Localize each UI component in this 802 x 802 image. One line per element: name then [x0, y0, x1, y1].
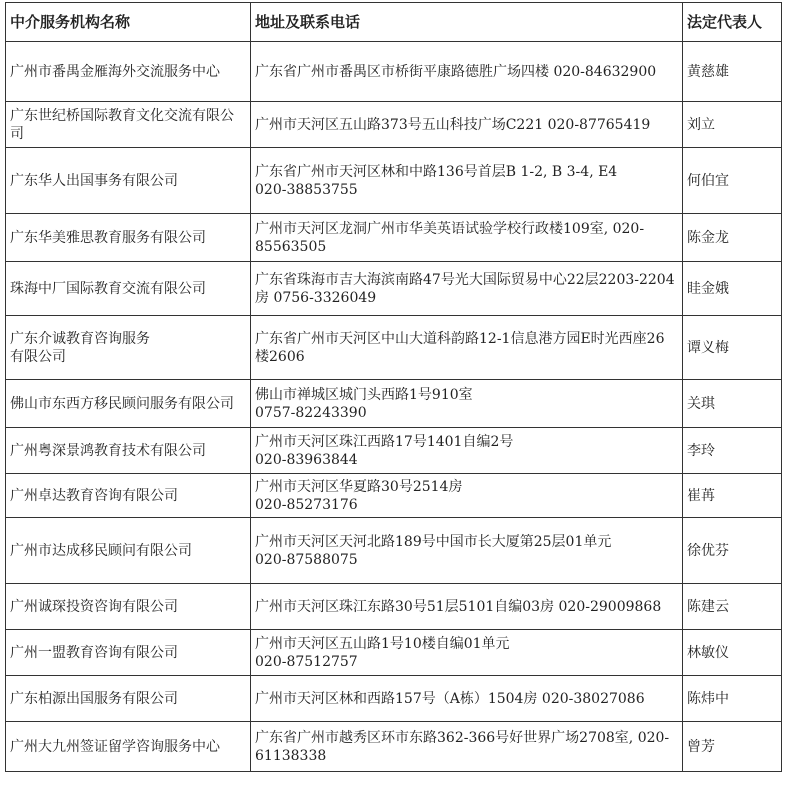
table-row — [6, 428, 782, 474]
address-cell: 广州市天河区珠江东路30号51层5101自编03房 020-29009868 — [251, 584, 683, 630]
table-row — [6, 102, 782, 148]
table-row — [6, 148, 782, 214]
org-name-cell: 广东柏源出国服务有限公司 — [6, 676, 251, 722]
table-row — [6, 316, 782, 380]
org-name-cell: 广州诚琛投资咨询有限公司 — [6, 584, 251, 630]
header-rep: 法定代表人 — [683, 3, 782, 42]
org-name-cell: 广州大九州签证留学咨询服务中心 — [6, 722, 251, 772]
org-name-cell: 广东华美雅思教育服务有限公司 — [6, 214, 251, 262]
rep-cell: 崔苒 — [683, 474, 782, 518]
table-row — [6, 518, 782, 584]
address-cell: 佛山市禅城区城门头西路1号910室 0757-82243390 — [251, 380, 683, 428]
rep-cell: 刘立 — [683, 102, 782, 148]
table-row — [6, 380, 782, 428]
address-cell: 广东省广州市番禺区市桥街平康路德胜广场四楼 020-84632900 — [251, 42, 683, 102]
rep-cell: 谭义梅 — [683, 316, 782, 380]
org-name-cell: 广州一盟教育咨询有限公司 — [6, 630, 251, 676]
rep-cell: 黄慈雄 — [683, 42, 782, 102]
rep-cell: 曾芳 — [683, 722, 782, 772]
table-row — [6, 42, 782, 102]
address-cell: 广东省广州市天河区中山大道科韵路12-1信息港方园E时光西座26楼2606 — [251, 316, 683, 380]
rep-cell: 陈金龙 — [683, 214, 782, 262]
address-cell: 广州市天河区林和西路157号（A栋）1504房 020-38027086 — [251, 676, 683, 722]
table-row — [6, 214, 782, 262]
agency-table — [5, 2, 782, 772]
table-row — [6, 474, 782, 518]
header-name: 中介服务机构名称 — [6, 3, 251, 42]
address-cell: 广州市天河区天河北路189号中国市长大厦第25层01单元 020-87588075 — [251, 518, 683, 584]
header-address: 地址及联系电话 — [251, 3, 683, 42]
rep-cell: 林敏仪 — [683, 630, 782, 676]
header-row — [6, 3, 782, 42]
org-name-cell: 广州卓达教育咨询有限公司 — [6, 474, 251, 518]
table-row — [6, 722, 782, 772]
org-name-cell: 广东介诚教育咨询服务 有限公司 — [6, 316, 251, 380]
table-row — [6, 262, 782, 316]
address-cell: 广州市天河区五山路373号五山科技广场C221 020-87765419 — [251, 102, 683, 148]
org-name-cell: 广州市番禺金雁海外交流服务中心 — [6, 42, 251, 102]
address-cell: 广东省广州市天河区林和中路136号首层B 1-2, B 3-4, E4 020-38853755 — [251, 148, 683, 214]
address-cell: 广州市天河区华夏路30号2514房 020-85273176 — [251, 474, 683, 518]
address-cell: 广东省广州市越秀区环市东路362-366号好世界广场2708室, 020-61138338 — [251, 722, 683, 772]
address-cell: 广东省珠海市吉大海滨南路47号光大国际贸易中心22层2203-2204房 0756-3326049 — [251, 262, 683, 316]
rep-cell: 眭金娥 — [683, 262, 782, 316]
address-cell: 广州市天河区珠江西路17号1401自编2号 020-83963844 — [251, 428, 683, 474]
address-cell: 广州市天河区龙洞广州市华美英语试验学校行政楼109室, 020-85563505 — [251, 214, 683, 262]
table-row — [6, 630, 782, 676]
address-cell: 广州市天河区五山路1号10楼自编01单元 020-87512757 — [251, 630, 683, 676]
rep-cell: 何伯宜 — [683, 148, 782, 214]
org-name-cell: 广州市达成移民顾问有限公司 — [6, 518, 251, 584]
org-name-cell: 广东世纪桥国际教育文化交流有限公司 — [6, 102, 251, 148]
org-name-cell: 珠海中厂国际教育交流有限公司 — [6, 262, 251, 316]
rep-cell: 李玲 — [683, 428, 782, 474]
rep-cell: 陈建云 — [683, 584, 782, 630]
org-name-cell: 广东华人出国事务有限公司 — [6, 148, 251, 214]
table-row — [6, 584, 782, 630]
rep-cell: 关琪 — [683, 380, 782, 428]
org-name-cell: 佛山市东西方移民顾问服务有限公司 — [6, 380, 251, 428]
org-name-cell: 广州粤深景鸿教育技术有限公司 — [6, 428, 251, 474]
table-row — [6, 676, 782, 722]
rep-cell: 陈炜中 — [683, 676, 782, 722]
rep-cell: 徐优芬 — [683, 518, 782, 584]
